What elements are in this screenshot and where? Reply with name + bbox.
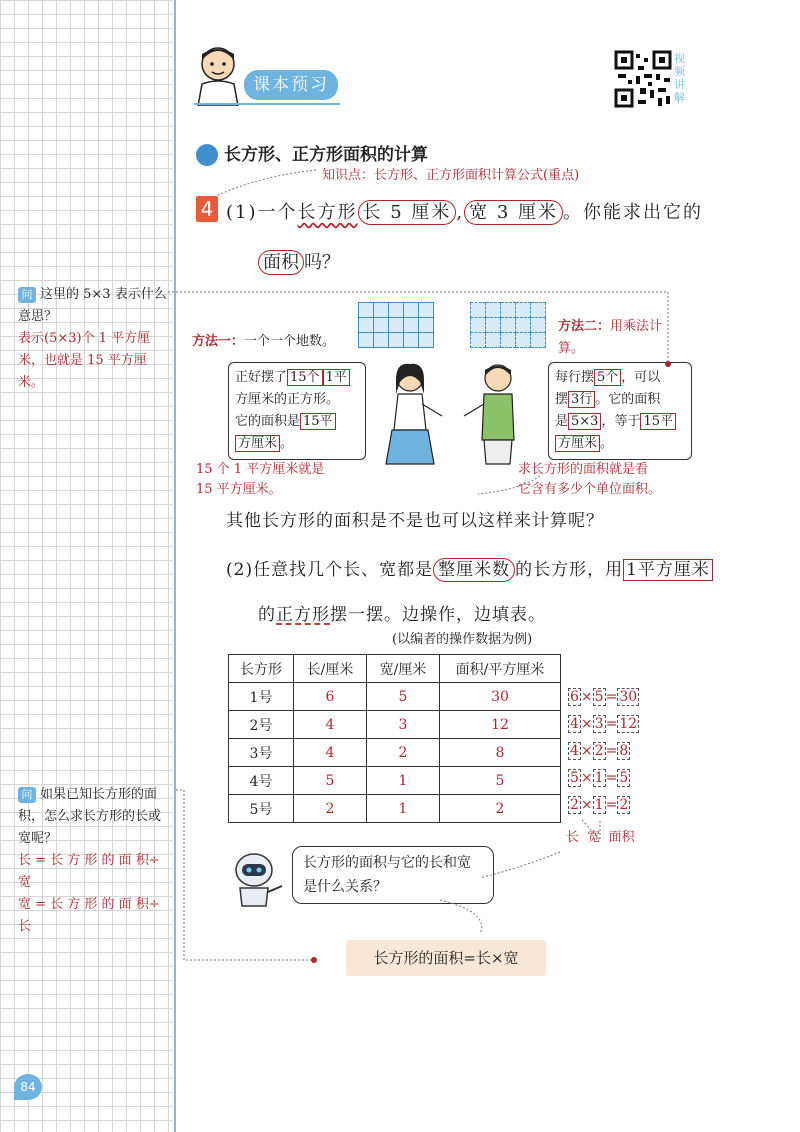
text: ，等于 [601,414,641,429]
cell: 4 [294,739,367,767]
qr-code-icon[interactable] [614,50,672,108]
text: 摆 [555,392,569,407]
calc-area: 30 [619,689,638,705]
calc-length: 4 [570,743,579,759]
cell: 8 [440,739,561,767]
part2-line-2 [258,600,546,625]
method-label: 方法一： [192,334,245,349]
table-row [229,711,561,739]
circled-text: 整厘米数 [433,558,515,582]
text: 的长方形，用 [515,560,624,580]
boxed-text: 1平方厘米 [623,559,713,581]
margin-divider [174,0,176,1132]
text: 吗？ [304,252,340,273]
problem-line-1: (1)一个长方形 长 5 厘米 , 宽 3 厘米 。你能求出它的 [226,202,704,223]
margin-grid [0,0,172,1132]
boxed-text: 15平 [300,413,336,430]
margin-note-1 [18,284,170,394]
cell: 5 [294,767,367,795]
calc-row: 4 × 2 = 8 [570,743,629,759]
area-formula: 长方形的面积=长×宽 [346,940,546,976]
cell: 2 [440,795,561,823]
children-illustration [370,360,540,470]
text: 。 [600,436,614,451]
text: 它含有多少个单位面积。 [518,482,662,497]
text: 的 [258,605,276,625]
red-note-left [196,460,324,500]
text: (2)任意找几个长、宽都是 [226,560,434,580]
calc-row: 5 × 1 = 5 [570,770,629,786]
table-row [229,739,561,767]
cell: 4号 [229,767,294,795]
cell: 1号 [229,683,294,711]
robot-speech-bubble: 长方形的面积与它的长和宽是什么关系？ [292,846,494,904]
cell: 6 [294,683,367,711]
table-row [229,767,561,795]
cell: 5 [440,767,561,795]
grid-multiply [470,302,546,348]
text: 每行摆 [555,370,595,385]
calc-area: 2 [619,797,629,813]
cell: 4 [294,711,367,739]
calc-width: 1 [594,770,604,786]
text: 方厘米的正方形。 [235,392,340,407]
cell: 1 [367,767,440,795]
calc-width: 5 [594,689,604,705]
red-note-right [518,460,661,500]
cell: 5 [367,683,440,711]
calc-length: 5 [570,770,579,786]
shape-term: 长方形 [297,202,358,223]
book-icon [196,144,218,166]
text: 摆一摆。边操作，边填表。 [330,605,546,625]
length-circled: 长 5 厘米 [358,200,457,225]
calc-row: 6 × 5 = 30 [570,689,638,705]
banner-title: 课本预习 [244,70,338,100]
text: 。它的面积 [595,392,661,407]
text: 正好摆了 [235,370,288,385]
question-badge: 问 [18,287,36,303]
calc-area: 5 [619,770,629,786]
cell: 2号 [229,711,294,739]
boxed-text: 1平 [323,369,350,386]
boxed-text: 5个 [594,369,621,386]
text: ，可以 [621,370,661,385]
text: 它的面积是 [235,414,301,429]
note-answer-length: 长 = 长 方 形 的 面 积÷宽 [18,853,160,890]
data-table [228,654,561,823]
qr-label: 视频讲解 [674,52,685,104]
cell: 2 [367,739,440,767]
calc-area: 12 [619,716,638,732]
text: 15 个 1 平方厘米就是 [196,462,325,477]
label-width: 宽 [587,830,601,845]
part2-line-1 [226,555,713,580]
cell: 1 [367,795,440,823]
cell: 30 [440,683,561,711]
margin-note-2 [18,784,170,938]
speech-bubble-boy [548,362,692,460]
header-cell: 宽/厘米 [367,655,440,683]
section-title-text: 长方形、正方形面积的计算 [224,145,428,165]
boxed-text: 15个 [287,369,323,386]
calc-width: 3 [594,716,604,732]
boxed-text: 15平 [640,413,676,430]
note-answer-width: 宽 = 长 方 形 的 面 积÷长 [18,897,160,934]
calc-length: 4 [570,716,579,732]
cell: 3 [367,711,440,739]
question-badge: 问 [18,787,36,803]
boxed-text: 方厘米 [235,435,280,452]
label-area: 面积 [608,830,635,845]
calc-width: 2 [594,743,604,759]
speech-bubble-girl [228,362,366,460]
header-cell: 长方形 [229,655,294,683]
table-row [229,795,561,823]
label-length: 长 [566,830,580,845]
calc-row: 2 × 1 = 2 [570,797,629,813]
method-label: 方法二： [558,319,611,334]
note-question: 这里的 5×3 表示什么意思？ [18,287,167,324]
table-header [229,655,561,683]
header-cell: 面积/平方厘米 [440,655,561,683]
cell: 3号 [229,739,294,767]
calc-row: 4 × 3 = 12 [570,716,638,732]
text: 15 平方厘米。 [196,482,282,497]
method-one [192,330,335,349]
calc-area: 8 [619,743,629,759]
text: 。 [280,436,294,451]
calc-length: 2 [570,797,579,813]
text: (1)一个 [226,202,298,223]
problem-line-2 [258,248,340,274]
calc-width: 1 [594,797,604,813]
table-row [229,683,561,711]
text: 求长方形的面积就是看 [518,462,649,477]
knowledge-point: 知识点：长方形、正方形面积计算公式(重点) [322,168,580,183]
calc-length: 6 [570,689,579,705]
grid-count [358,302,434,348]
problem-number: 4 [196,196,218,222]
width-circled: 宽 3 厘米 [464,200,563,225]
method-two [558,316,668,360]
method-text: 一个一个地数。 [244,334,336,349]
section-title [196,140,428,166]
underlined-text: 正方形 [276,605,330,625]
method-text: 用乘法计算。 [558,319,663,356]
note-question: 如果已知长方形的面积，怎么求长方形的长或宽呢？ [18,787,162,846]
note-answer: 表示(5×3)个 1 平方厘米，也就是 15 平方厘米。 [18,331,151,390]
boxed-text: 5×3 [568,413,601,430]
boxed-text: 3行 [568,391,595,408]
cell: 12 [440,711,561,739]
header-cell: 长/厘米 [294,655,367,683]
cell: 2 [294,795,367,823]
data-note: (以编者的操作数据为例) [392,632,533,647]
robot-icon [226,848,286,908]
question-line: 其他长方形的面积是不是也可以这样来计算呢？ [226,511,604,531]
page-number: 84 [14,1074,42,1100]
calc-labels [566,826,635,845]
boxed-text: 方厘米 [555,435,600,452]
text: 是 [555,414,569,429]
text: 。你能求出它的 [563,202,704,223]
area-circled: 面积 [258,250,304,275]
calc-column [568,684,639,819]
cell: 5号 [229,795,294,823]
